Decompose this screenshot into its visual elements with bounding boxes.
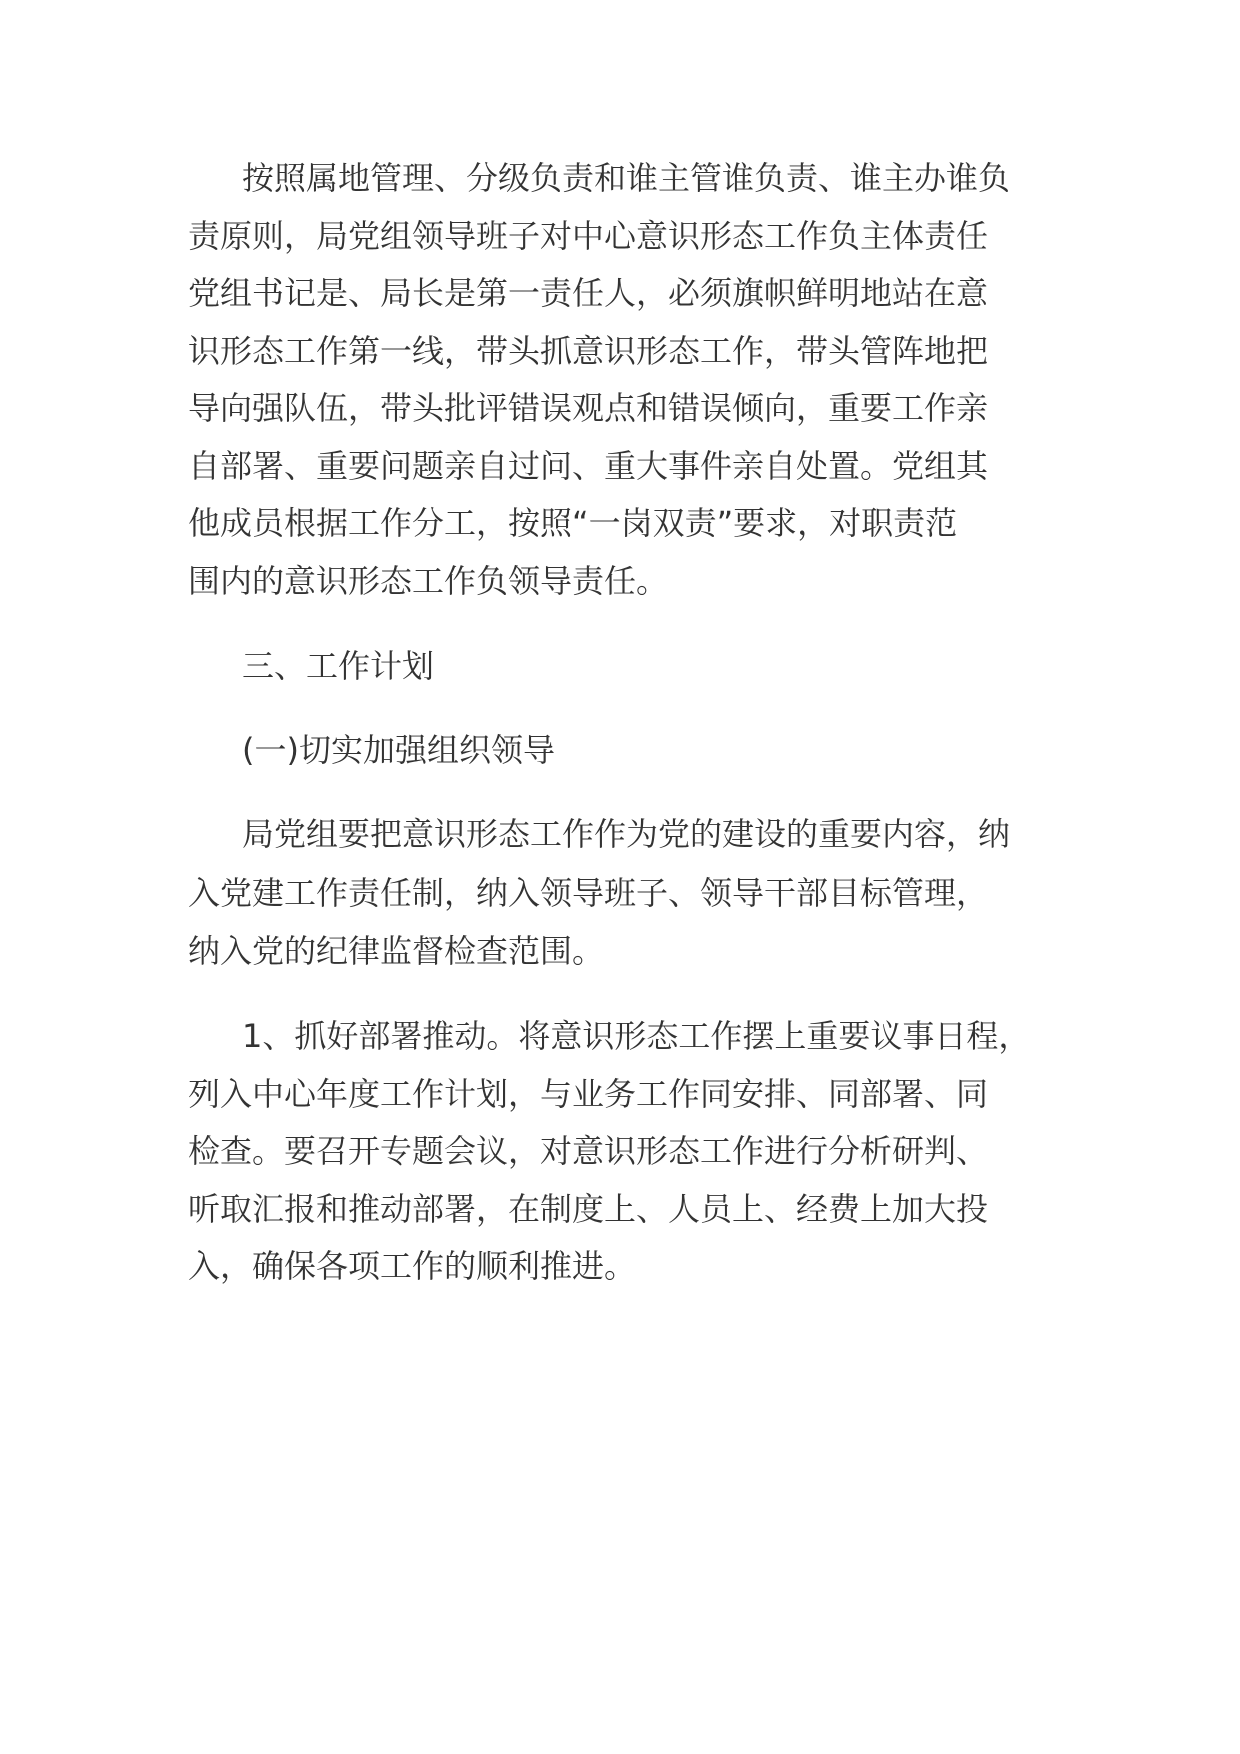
paragraph-3-line-3: 检查。要召开专题会议，对意识形态工作进行分析研判、 xyxy=(188,1132,989,1170)
paragraph-1-line-6: 自部署、重要问题亲自过问、重大事件亲自处置。党组其 xyxy=(188,447,989,485)
paragraph-2-line-3: 纳入党的纪律监督检查范围。 xyxy=(188,932,605,970)
section-heading: 三、工作计划 xyxy=(242,647,435,685)
paragraph-1-line-3: 党组书记是、局长是第一责任人，必须旗帜鲜明地站在意 xyxy=(188,274,989,312)
paragraph-3-line-4: 听取汇报和推动部署，在制度上、人员上、经费上加大投 xyxy=(188,1190,989,1228)
paragraph-1-line-8: 围内的意识形态工作负领导责任。 xyxy=(188,562,669,600)
paragraph-1-line-7: 他成员根据工作分工，按照“一岗双责”要求，对职责范 xyxy=(188,504,958,542)
paragraph-3-line-5: 入，确保各项工作的顺利推进。 xyxy=(188,1247,637,1285)
paragraph-1-line-2: 责原则，局党组领导班子对中心意识形态工作负主体责任 xyxy=(188,217,989,255)
paragraph-2-line-2: 入党建工作责任制，纳入领导班子、领导干部目标管理， xyxy=(188,874,989,912)
paragraph-1-line-4: 识形态工作第一线，带头抓意识形态工作，带头管阵地把 xyxy=(188,332,989,370)
paragraph-3-line-2: 列入中心年度工作计划，与业务工作同安排、同部署、同 xyxy=(188,1075,989,1113)
paragraph-3-line-1: 1、抓好部署推动。将意识形态工作摆上重要议事日程， xyxy=(242,1017,1031,1055)
subsection-heading: (一)切实加强组织领导 xyxy=(242,731,555,769)
paragraph-2-line-1: 局党组要把意识形态工作作为党的建设的重要内容，纳 xyxy=(242,815,1011,853)
paragraph-1-line-1: 按照属地管理、分级负责和谁主管谁负责、谁主办谁负 xyxy=(242,159,1011,197)
paragraph-1-line-5: 导向强队伍，带头批评错误观点和错误倾向，重要工作亲 xyxy=(188,389,989,427)
